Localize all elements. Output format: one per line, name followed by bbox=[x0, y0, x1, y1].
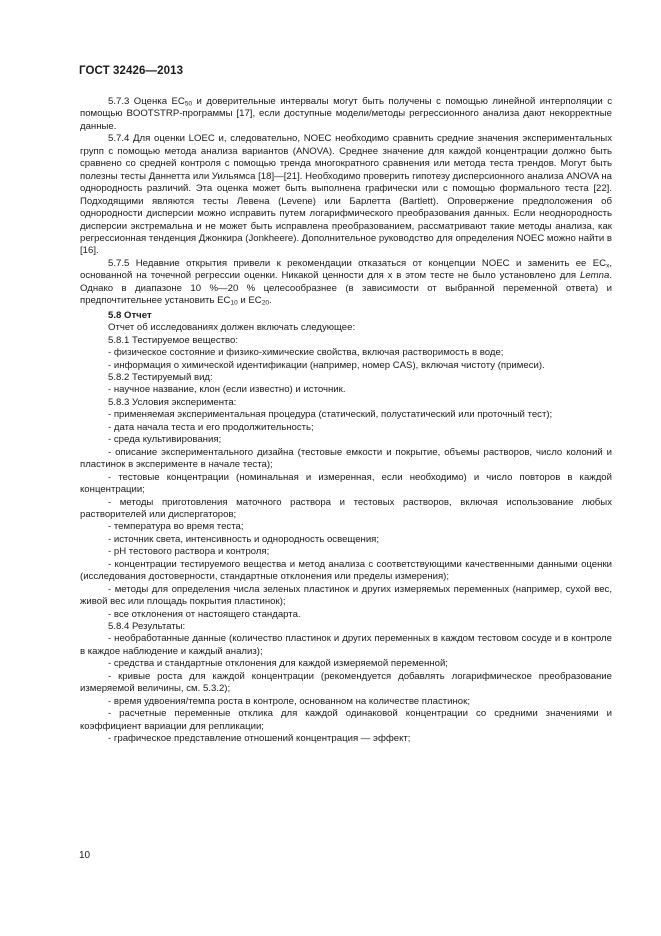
text-span: . bbox=[268, 295, 272, 307]
report-line: - дата начала теста и его продолжительность; bbox=[108, 421, 314, 433]
report-line: - pH тестового раствора и контроля; bbox=[108, 546, 270, 558]
report-line: - методы приготовления маточного раствора и тестовых растворов, включая использование любых растворителей или диспергаторов; bbox=[80, 496, 612, 520]
report-line: 5.8.4 Результаты: bbox=[108, 621, 186, 633]
report-line: 5.8.1 Тестируемое вещество: bbox=[108, 334, 239, 346]
report-line: - физическое состояние и физико-химические свойства, включая растворимость в воде; bbox=[108, 347, 504, 359]
report-line: - тестовые концентрации (номинальная и измеренная, если необходимо) и число повторов в каждой концентрации; bbox=[80, 471, 612, 496]
report-line: - графическое представление отношений концентрация — эффект; bbox=[108, 733, 411, 745]
report-line: - температура во время теста; bbox=[108, 521, 244, 533]
report-line: - описание экспериментального дизайна (тестовые емкости и покрытие, объемы растворов, число колоний и пластинок в эксперименте в начале теста); bbox=[80, 446, 612, 471]
subscript: x bbox=[606, 262, 610, 270]
section-heading-5-8: 5.8 Отчет bbox=[108, 309, 152, 321]
text-span: . Однако в диапазоне 10 %—20 % целесообразнее (в зависимости от выбранной переменной ответа) и предпочтительнее установить EC bbox=[80, 270, 612, 307]
paragraph-5-7-5 bbox=[80, 258, 612, 308]
page-number: 10 bbox=[79, 850, 91, 861]
italic-span: Lemna bbox=[579, 270, 610, 282]
report-line: - время удвоения/темпа роста в контроле, основанном на количестве пластинок; bbox=[108, 695, 470, 707]
paragraph-5-7-4: 5.7.4 Для оценки LOEC и, следовательно, NOEC необходимо сравнить средние значения экспериментальных групп с помощью метода анализа вариантов (ANOVA). Среднее значение для каждой концентрации должно быть сравнено со средней контроля с помощью тренда многократного сравнения или метода теста трендов. Могут быть полезны тесты Даннетта или Уильямса [18]—[21]. Необходимо проверить гипотезу дисперсионного анализа ANOVA на однородность различий. Эта оценка может быть выполнена графически или с помощью формального теста [22]. Подходящими являются тесты Левена (Levene) или Барлетта (Bartlett). Опровержение предположения об однородности дисперсии можно исправить путем логарифмического преобразования данных. Если неоднородность дисперсии экстремальна и не может быть исправлена преобразованием, рассматривают такие методы анализа, как регрессионная тенденция Джонкира (Jonkheere). Дополнительное руководство для определения NOEC можно найти в [16]. bbox=[80, 133, 612, 257]
subscript: 20 bbox=[261, 299, 269, 307]
subscript: 10 bbox=[230, 299, 238, 307]
report-line: - кривые роста для каждой концентрации (рекомендуется добавлять логарифмическое преобразование измеряемой величины, см. 5.3.2); bbox=[80, 670, 612, 695]
report-line: - концентрации тестируемого вещества и метод анализа с соответствующими качественными данными оценки (исследования достоверности, стандартные отклонения или пределы измерения); bbox=[80, 558, 612, 583]
text-span: и доверительные интервалы могут быть получены с помощью линейной интерполяции с помощью BOOTSTRP-программы [17], если доступные модели/методы регрессионного анализа дают некорректные данные. bbox=[80, 96, 612, 132]
document-header: ГОСТ 32426—2013 bbox=[79, 65, 184, 77]
document-body bbox=[80, 96, 612, 746]
report-line: - источник света, интенсивность и однородность освещения; bbox=[108, 533, 380, 545]
report-line: - все отклонения от настоящего стандарта. bbox=[108, 608, 301, 620]
report-line: - методы для определения числа зеленых пластинок и других измеряемых переменных (например, сухой вес, живой вес или площадь покрытия пластинок); bbox=[80, 583, 612, 608]
report-line: - научное название, клон (если известно) и источник. bbox=[108, 384, 346, 396]
report-line: - расчетные переменные отклика для каждой одинаковой концентрации со средними значениями и коэффициент вариации для репликации; bbox=[80, 708, 612, 732]
subscript: 50 bbox=[184, 100, 193, 108]
text-span: 5.7.3 Оценка EC bbox=[108, 96, 185, 107]
report-line: 5.8.3 Условия эксперимента: bbox=[108, 396, 237, 408]
report-line: - применяемая экспериментальная процедура (статический, полустатический или проточный тест); bbox=[108, 409, 553, 421]
report-line: - необработанные данные (количество пластинок и других переменных в каждом тестовом сосуде и в контроле в каждое наблюдение и каждый анализ); bbox=[80, 633, 612, 657]
report-line: 5.8.2 Тестируемый вид: bbox=[108, 371, 213, 383]
text-span: 5.7.5 Недавние открытия привели к рекомендации отказаться от концепции NOEC и заменить ее EC bbox=[108, 257, 607, 269]
paragraph-5-7-3 bbox=[80, 96, 612, 133]
report-line: Отчет об исследованиях должен включать следующее: bbox=[108, 322, 356, 334]
report-line: - средства и стандартные отклонения для каждой измеряемой переменной; bbox=[108, 658, 448, 670]
report-line: - информация о химической идентификации (например, номер CAS), включая чистоту (примеси). bbox=[108, 359, 545, 371]
text-span: и EC bbox=[237, 295, 262, 307]
text-span: , основанной на точечной регрессии оценки. Никакой ценности для x в этом тесте не было установлено для bbox=[80, 257, 612, 282]
report-line: - среда культивирования; bbox=[108, 434, 222, 446]
